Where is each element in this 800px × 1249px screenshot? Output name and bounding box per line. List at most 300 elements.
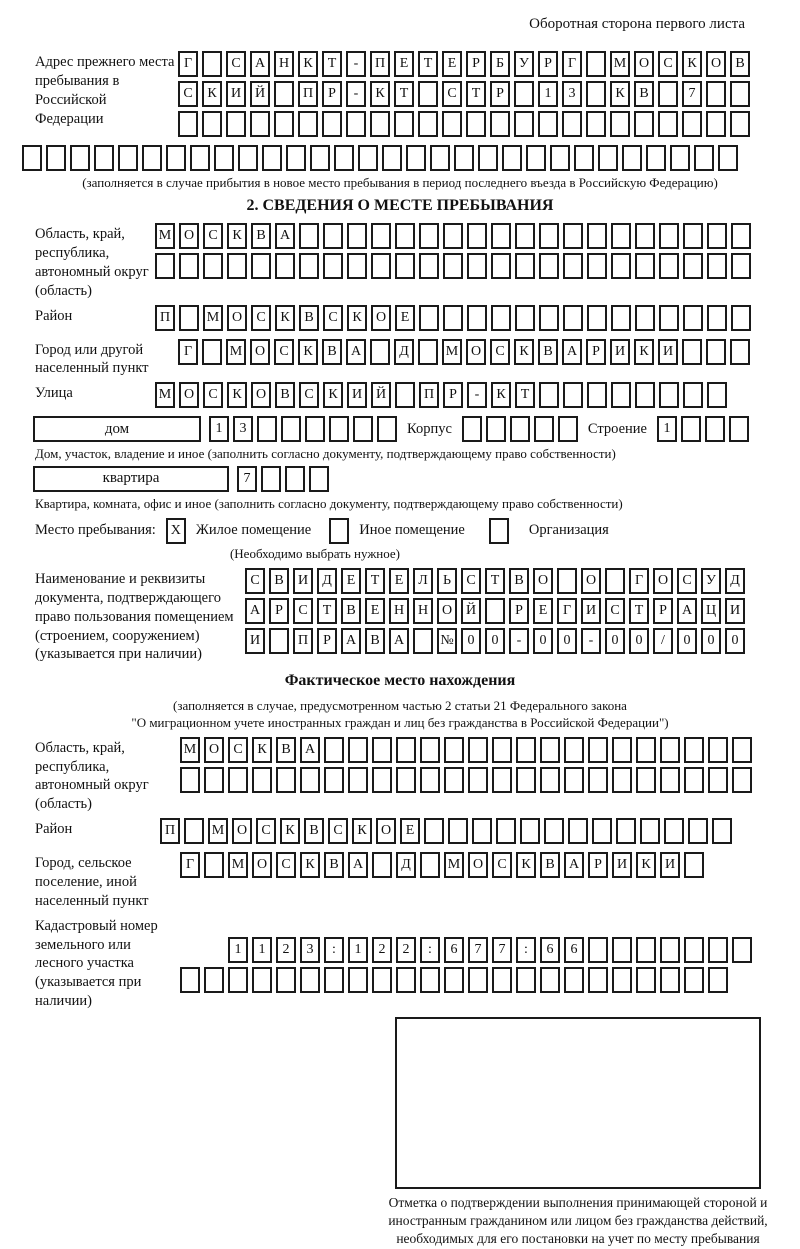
char-cell[interactable]: Д bbox=[396, 852, 416, 878]
char-cell[interactable]: М bbox=[610, 51, 630, 77]
char-cell[interactable] bbox=[444, 967, 464, 993]
char-cell[interactable]: С bbox=[226, 51, 246, 77]
char-cell[interactable]: В bbox=[275, 382, 295, 408]
char-cell[interactable] bbox=[424, 818, 444, 844]
char-cell[interactable]: М bbox=[180, 737, 200, 763]
char-cell[interactable]: - bbox=[467, 382, 487, 408]
char-cell[interactable] bbox=[269, 628, 289, 654]
stay-checkbox-other[interactable] bbox=[329, 518, 349, 544]
char-cell[interactable] bbox=[250, 111, 270, 137]
char-cell[interactable] bbox=[204, 852, 224, 878]
char-cell[interactable] bbox=[540, 967, 560, 993]
char-cell[interactable] bbox=[636, 767, 656, 793]
char-cell[interactable]: С bbox=[328, 818, 348, 844]
char-cell[interactable] bbox=[371, 223, 391, 249]
char-cell[interactable]: М bbox=[203, 305, 223, 331]
char-cell[interactable] bbox=[418, 339, 438, 365]
char-cell[interactable] bbox=[334, 145, 354, 171]
char-cell[interactable] bbox=[660, 737, 680, 763]
char-cell[interactable] bbox=[605, 568, 625, 594]
char-cell[interactable] bbox=[467, 223, 487, 249]
char-cell[interactable] bbox=[635, 253, 655, 279]
char-cell[interactable] bbox=[539, 253, 559, 279]
char-cell[interactable]: Т bbox=[485, 568, 505, 594]
char-cell[interactable] bbox=[155, 253, 175, 279]
char-cell[interactable] bbox=[694, 145, 714, 171]
char-cell[interactable]: В bbox=[304, 818, 324, 844]
char-cell[interactable]: Б bbox=[490, 51, 510, 77]
char-cell[interactable] bbox=[348, 737, 368, 763]
char-cell[interactable]: В bbox=[299, 305, 319, 331]
char-cell[interactable]: К bbox=[514, 339, 534, 365]
char-cell[interactable] bbox=[372, 767, 392, 793]
char-cell[interactable] bbox=[708, 937, 728, 963]
char-cell[interactable]: К bbox=[300, 852, 320, 878]
char-cell[interactable] bbox=[659, 305, 679, 331]
char-cell[interactable]: Е bbox=[442, 51, 462, 77]
char-cell[interactable]: Е bbox=[389, 568, 409, 594]
char-cell[interactable] bbox=[688, 818, 708, 844]
char-cell[interactable]: О bbox=[466, 339, 486, 365]
char-cell[interactable]: 1 bbox=[348, 937, 368, 963]
char-cell[interactable] bbox=[348, 967, 368, 993]
char-cell[interactable] bbox=[612, 767, 632, 793]
char-cell[interactable] bbox=[382, 145, 402, 171]
char-cell[interactable] bbox=[281, 416, 301, 442]
char-cell[interactable]: Е bbox=[341, 568, 361, 594]
char-cell[interactable] bbox=[419, 223, 439, 249]
char-cell[interactable] bbox=[534, 416, 554, 442]
char-cell[interactable] bbox=[180, 767, 200, 793]
char-cell[interactable] bbox=[732, 937, 752, 963]
char-cell[interactable]: О bbox=[251, 382, 271, 408]
char-cell[interactable] bbox=[636, 967, 656, 993]
char-cell[interactable]: К bbox=[634, 339, 654, 365]
char-cell[interactable]: Д bbox=[394, 339, 414, 365]
char-cell[interactable]: В bbox=[251, 223, 271, 249]
char-cell[interactable]: С bbox=[605, 598, 625, 624]
char-cell[interactable]: О bbox=[634, 51, 654, 77]
char-cell[interactable]: 0 bbox=[629, 628, 649, 654]
char-cell[interactable]: К bbox=[298, 51, 318, 77]
char-cell[interactable] bbox=[492, 767, 512, 793]
char-cell[interactable]: 0 bbox=[605, 628, 625, 654]
char-cell[interactable] bbox=[588, 767, 608, 793]
char-cell[interactable]: Т bbox=[394, 81, 414, 107]
char-cell[interactable]: В bbox=[509, 568, 529, 594]
char-cell[interactable] bbox=[324, 967, 344, 993]
char-cell[interactable] bbox=[228, 967, 248, 993]
char-cell[interactable]: А bbox=[562, 339, 582, 365]
char-cell[interactable] bbox=[358, 145, 378, 171]
char-cell[interactable]: У bbox=[514, 51, 534, 77]
char-cell[interactable]: А bbox=[245, 598, 265, 624]
char-cell[interactable]: Г bbox=[178, 51, 198, 77]
char-cell[interactable]: О bbox=[581, 568, 601, 594]
char-cell[interactable]: 7 bbox=[237, 466, 257, 492]
char-cell[interactable] bbox=[300, 767, 320, 793]
char-cell[interactable] bbox=[300, 967, 320, 993]
char-cell[interactable]: 3 bbox=[233, 416, 253, 442]
char-cell[interactable] bbox=[251, 253, 271, 279]
char-cell[interactable]: Е bbox=[365, 598, 385, 624]
char-cell[interactable] bbox=[539, 305, 559, 331]
char-cell[interactable] bbox=[468, 767, 488, 793]
char-cell[interactable] bbox=[420, 967, 440, 993]
char-cell[interactable]: 1 bbox=[538, 81, 558, 107]
char-cell[interactable]: И bbox=[245, 628, 265, 654]
char-cell[interactable] bbox=[635, 305, 655, 331]
char-cell[interactable] bbox=[563, 382, 583, 408]
char-cell[interactable]: В bbox=[634, 81, 654, 107]
char-cell[interactable] bbox=[707, 253, 727, 279]
char-cell[interactable] bbox=[395, 223, 415, 249]
char-cell[interactable] bbox=[563, 253, 583, 279]
char-cell[interactable]: О bbox=[252, 852, 272, 878]
char-cell[interactable] bbox=[190, 145, 210, 171]
char-cell[interactable] bbox=[706, 111, 726, 137]
char-cell[interactable]: О bbox=[179, 223, 199, 249]
char-cell[interactable] bbox=[659, 382, 679, 408]
char-cell[interactable] bbox=[587, 382, 607, 408]
char-cell[interactable]: Л bbox=[413, 568, 433, 594]
char-cell[interactable]: К bbox=[516, 852, 536, 878]
char-cell[interactable]: Е bbox=[395, 305, 415, 331]
char-cell[interactable] bbox=[261, 466, 281, 492]
char-cell[interactable]: С bbox=[461, 568, 481, 594]
char-cell[interactable]: О bbox=[533, 568, 553, 594]
char-cell[interactable]: 3 bbox=[562, 81, 582, 107]
char-cell[interactable]: 1 bbox=[252, 937, 272, 963]
char-cell[interactable]: Е bbox=[394, 51, 414, 77]
char-cell[interactable]: С bbox=[490, 339, 510, 365]
char-cell[interactable]: И bbox=[725, 598, 745, 624]
char-cell[interactable] bbox=[538, 111, 558, 137]
char-cell[interactable]: Р bbox=[269, 598, 289, 624]
char-cell[interactable] bbox=[708, 967, 728, 993]
char-cell[interactable]: С bbox=[203, 223, 223, 249]
char-cell[interactable] bbox=[539, 382, 559, 408]
char-cell[interactable]: Ц bbox=[701, 598, 721, 624]
char-cell[interactable] bbox=[491, 223, 511, 249]
char-cell[interactable] bbox=[468, 967, 488, 993]
char-cell[interactable]: 0 bbox=[677, 628, 697, 654]
char-cell[interactable] bbox=[564, 767, 584, 793]
char-cell[interactable] bbox=[612, 967, 632, 993]
char-cell[interactable]: В bbox=[730, 51, 750, 77]
char-cell[interactable]: № bbox=[437, 628, 457, 654]
char-cell[interactable]: Т bbox=[418, 51, 438, 77]
char-cell[interactable] bbox=[419, 305, 439, 331]
char-cell[interactable] bbox=[610, 111, 630, 137]
char-cell[interactable] bbox=[616, 818, 636, 844]
char-cell[interactable] bbox=[634, 111, 654, 137]
char-cell[interactable] bbox=[659, 253, 679, 279]
char-cell[interactable]: Т bbox=[515, 382, 535, 408]
char-cell[interactable] bbox=[588, 937, 608, 963]
char-cell[interactable]: 0 bbox=[485, 628, 505, 654]
char-cell[interactable]: Й bbox=[461, 598, 481, 624]
char-cell[interactable]: А bbox=[275, 223, 295, 249]
char-cell[interactable] bbox=[684, 852, 704, 878]
char-cell[interactable] bbox=[515, 223, 535, 249]
char-cell[interactable]: Р bbox=[653, 598, 673, 624]
char-cell[interactable]: М bbox=[208, 818, 228, 844]
char-cell[interactable] bbox=[730, 339, 750, 365]
char-cell[interactable]: Г bbox=[562, 51, 582, 77]
char-cell[interactable]: Т bbox=[317, 598, 337, 624]
char-cell[interactable]: С bbox=[299, 382, 319, 408]
char-cell[interactable]: М bbox=[442, 339, 462, 365]
char-cell[interactable]: У bbox=[701, 568, 721, 594]
char-cell[interactable]: С bbox=[245, 568, 265, 594]
char-cell[interactable] bbox=[564, 737, 584, 763]
char-cell[interactable]: Р bbox=[490, 81, 510, 107]
char-cell[interactable]: С bbox=[492, 852, 512, 878]
char-cell[interactable] bbox=[276, 767, 296, 793]
char-cell[interactable] bbox=[46, 145, 66, 171]
char-cell[interactable]: Ь bbox=[437, 568, 457, 594]
char-cell[interactable]: С bbox=[251, 305, 271, 331]
char-cell[interactable]: С bbox=[276, 852, 296, 878]
char-cell[interactable] bbox=[492, 737, 512, 763]
char-cell[interactable] bbox=[732, 737, 752, 763]
char-cell[interactable]: К bbox=[227, 223, 247, 249]
char-cell[interactable]: Н bbox=[413, 598, 433, 624]
char-cell[interactable] bbox=[550, 145, 570, 171]
char-cell[interactable] bbox=[468, 737, 488, 763]
char-cell[interactable]: В bbox=[322, 339, 342, 365]
char-cell[interactable] bbox=[486, 416, 506, 442]
char-cell[interactable] bbox=[329, 416, 349, 442]
char-cell[interactable] bbox=[420, 737, 440, 763]
char-cell[interactable] bbox=[372, 852, 392, 878]
char-cell[interactable] bbox=[707, 305, 727, 331]
char-cell[interactable] bbox=[729, 416, 749, 442]
char-cell[interactable] bbox=[309, 466, 329, 492]
char-cell[interactable]: М bbox=[155, 223, 175, 249]
char-cell[interactable] bbox=[94, 145, 114, 171]
char-cell[interactable]: П bbox=[298, 81, 318, 107]
char-cell[interactable] bbox=[478, 145, 498, 171]
char-cell[interactable]: Г bbox=[557, 598, 577, 624]
char-cell[interactable] bbox=[299, 223, 319, 249]
char-cell[interactable] bbox=[443, 253, 463, 279]
char-cell[interactable]: П bbox=[370, 51, 390, 77]
char-cell[interactable]: Р bbox=[588, 852, 608, 878]
char-cell[interactable] bbox=[516, 767, 536, 793]
char-cell[interactable]: Й bbox=[371, 382, 391, 408]
char-cell[interactable] bbox=[491, 253, 511, 279]
char-cell[interactable]: 0 bbox=[701, 628, 721, 654]
char-cell[interactable]: О bbox=[179, 382, 199, 408]
char-cell[interactable]: К bbox=[280, 818, 300, 844]
char-cell[interactable]: О bbox=[227, 305, 247, 331]
char-cell[interactable] bbox=[324, 737, 344, 763]
char-cell[interactable]: С bbox=[274, 339, 294, 365]
char-cell[interactable] bbox=[636, 737, 656, 763]
char-cell[interactable] bbox=[718, 145, 738, 171]
char-cell[interactable]: О bbox=[468, 852, 488, 878]
char-cell[interactable]: 2 bbox=[396, 937, 416, 963]
char-cell[interactable] bbox=[485, 598, 505, 624]
char-cell[interactable]: А bbox=[348, 852, 368, 878]
char-cell[interactable] bbox=[377, 416, 397, 442]
char-cell[interactable] bbox=[540, 767, 560, 793]
char-cell[interactable] bbox=[396, 967, 416, 993]
stay-checkbox-residential[interactable]: X bbox=[166, 518, 186, 544]
char-cell[interactable] bbox=[586, 81, 606, 107]
char-cell[interactable]: 7 bbox=[468, 937, 488, 963]
char-cell[interactable] bbox=[588, 967, 608, 993]
char-cell[interactable] bbox=[707, 382, 727, 408]
char-cell[interactable] bbox=[310, 145, 330, 171]
char-cell[interactable] bbox=[684, 767, 704, 793]
char-cell[interactable] bbox=[611, 305, 631, 331]
char-cell[interactable]: А bbox=[300, 737, 320, 763]
char-cell[interactable]: О bbox=[232, 818, 252, 844]
char-cell[interactable] bbox=[660, 937, 680, 963]
char-cell[interactable]: Д bbox=[317, 568, 337, 594]
char-cell[interactable]: / bbox=[653, 628, 673, 654]
char-cell[interactable]: Г bbox=[629, 568, 649, 594]
char-cell[interactable] bbox=[371, 253, 391, 279]
char-cell[interactable] bbox=[178, 111, 198, 137]
char-cell[interactable] bbox=[420, 767, 440, 793]
char-cell[interactable] bbox=[370, 111, 390, 137]
char-cell[interactable] bbox=[322, 111, 342, 137]
char-cell[interactable] bbox=[586, 51, 606, 77]
char-cell[interactable] bbox=[683, 253, 703, 279]
char-cell[interactable] bbox=[70, 145, 90, 171]
char-cell[interactable]: Р bbox=[317, 628, 337, 654]
char-cell[interactable] bbox=[635, 382, 655, 408]
char-cell[interactable] bbox=[502, 145, 522, 171]
char-cell[interactable] bbox=[305, 416, 325, 442]
char-cell[interactable] bbox=[454, 145, 474, 171]
char-cell[interactable] bbox=[443, 305, 463, 331]
char-cell[interactable] bbox=[394, 111, 414, 137]
char-cell[interactable] bbox=[683, 223, 703, 249]
char-cell[interactable] bbox=[611, 253, 631, 279]
char-cell[interactable] bbox=[274, 81, 294, 107]
char-cell[interactable] bbox=[395, 382, 415, 408]
char-cell[interactable]: И bbox=[658, 339, 678, 365]
char-cell[interactable] bbox=[516, 737, 536, 763]
char-cell[interactable] bbox=[353, 416, 373, 442]
char-cell[interactable] bbox=[562, 111, 582, 137]
char-cell[interactable]: К bbox=[275, 305, 295, 331]
char-cell[interactable] bbox=[684, 937, 704, 963]
char-cell[interactable]: К bbox=[682, 51, 702, 77]
char-cell[interactable]: С bbox=[658, 51, 678, 77]
char-cell[interactable]: С bbox=[677, 568, 697, 594]
char-cell[interactable]: Т bbox=[322, 51, 342, 77]
char-cell[interactable] bbox=[564, 967, 584, 993]
char-cell[interactable]: К bbox=[298, 339, 318, 365]
char-cell[interactable]: Н bbox=[389, 598, 409, 624]
char-cell[interactable] bbox=[166, 145, 186, 171]
char-cell[interactable] bbox=[370, 339, 390, 365]
char-cell[interactable] bbox=[467, 305, 487, 331]
char-cell[interactable] bbox=[413, 628, 433, 654]
char-cell[interactable]: 1 bbox=[209, 416, 229, 442]
char-cell[interactable]: С bbox=[228, 737, 248, 763]
char-cell[interactable] bbox=[611, 223, 631, 249]
char-cell[interactable] bbox=[514, 81, 534, 107]
char-cell[interactable]: С bbox=[442, 81, 462, 107]
char-cell[interactable] bbox=[646, 145, 666, 171]
char-cell[interactable]: И bbox=[226, 81, 246, 107]
char-cell[interactable]: П bbox=[293, 628, 313, 654]
char-cell[interactable] bbox=[492, 967, 512, 993]
char-cell[interactable] bbox=[540, 737, 560, 763]
char-cell[interactable]: И bbox=[610, 339, 630, 365]
char-cell[interactable]: Р bbox=[538, 51, 558, 77]
char-cell[interactable]: Е bbox=[533, 598, 553, 624]
char-cell[interactable] bbox=[611, 382, 631, 408]
char-cell[interactable] bbox=[226, 111, 246, 137]
char-cell[interactable] bbox=[204, 967, 224, 993]
char-cell[interactable]: А bbox=[346, 339, 366, 365]
char-cell[interactable] bbox=[658, 111, 678, 137]
char-cell[interactable] bbox=[682, 339, 702, 365]
char-cell[interactable]: С bbox=[256, 818, 276, 844]
char-cell[interactable]: В bbox=[538, 339, 558, 365]
char-cell[interactable] bbox=[203, 253, 223, 279]
char-cell[interactable] bbox=[346, 111, 366, 137]
char-cell[interactable]: С bbox=[323, 305, 343, 331]
char-cell[interactable]: Г bbox=[180, 852, 200, 878]
char-cell[interactable] bbox=[526, 145, 546, 171]
char-cell[interactable] bbox=[712, 818, 732, 844]
char-cell[interactable] bbox=[228, 767, 248, 793]
char-cell[interactable] bbox=[324, 767, 344, 793]
char-cell[interactable] bbox=[252, 967, 272, 993]
char-cell[interactable] bbox=[670, 145, 690, 171]
char-cell[interactable] bbox=[372, 737, 392, 763]
char-cell[interactable]: - bbox=[581, 628, 601, 654]
char-cell[interactable] bbox=[515, 253, 535, 279]
char-cell[interactable]: Т bbox=[466, 81, 486, 107]
char-cell[interactable] bbox=[660, 967, 680, 993]
char-cell[interactable]: Г bbox=[178, 339, 198, 365]
char-cell[interactable]: И bbox=[660, 852, 680, 878]
char-cell[interactable] bbox=[275, 253, 295, 279]
char-cell[interactable] bbox=[420, 852, 440, 878]
char-cell[interactable] bbox=[496, 818, 516, 844]
char-cell[interactable]: В bbox=[341, 598, 361, 624]
char-cell[interactable] bbox=[683, 382, 703, 408]
char-cell[interactable] bbox=[539, 223, 559, 249]
char-cell[interactable] bbox=[557, 568, 577, 594]
char-cell[interactable] bbox=[515, 305, 535, 331]
char-cell[interactable]: - bbox=[509, 628, 529, 654]
char-cell[interactable] bbox=[520, 818, 540, 844]
char-cell[interactable] bbox=[587, 253, 607, 279]
char-cell[interactable] bbox=[462, 416, 482, 442]
char-cell[interactable] bbox=[598, 145, 618, 171]
char-cell[interactable] bbox=[636, 937, 656, 963]
char-cell[interactable] bbox=[730, 81, 750, 107]
char-cell[interactable]: К bbox=[347, 305, 367, 331]
char-cell[interactable]: 0 bbox=[533, 628, 553, 654]
char-cell[interactable] bbox=[444, 737, 464, 763]
char-cell[interactable] bbox=[299, 253, 319, 279]
char-cell[interactable] bbox=[705, 416, 725, 442]
char-cell[interactable] bbox=[298, 111, 318, 137]
char-cell[interactable] bbox=[683, 305, 703, 331]
